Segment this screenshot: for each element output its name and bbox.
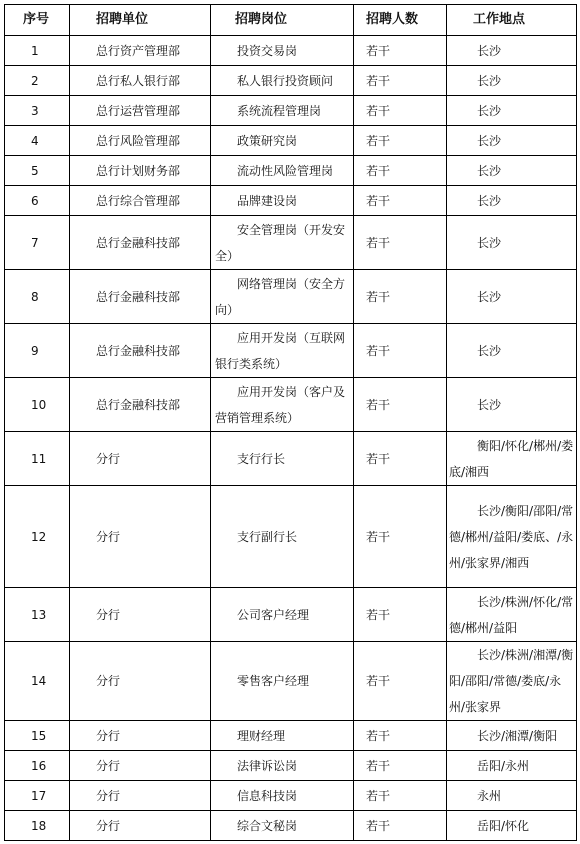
cell-unit: 总行私人银行部 [70, 66, 211, 96]
cell-unit: 分行 [70, 486, 211, 588]
cell-location: 长沙 [447, 378, 577, 432]
table-row [5, 66, 577, 96]
cell-location: 长沙/衡阳/邵阳/常德/郴州/益阳/娄底、/永州/张家界/湘西 [447, 486, 577, 588]
header-location: 工作地点 [447, 5, 577, 36]
cell-location: 长沙/株洲/怀化/常德/郴州/益阳 [447, 588, 577, 642]
cell-location: 长沙/株洲/湘潭/衡阳/邵阳/常德/娄底/永州/张家界 [447, 642, 577, 721]
cell-count: 若干 [354, 66, 447, 96]
cell-position: 应用开发岗（互联网银行类系统） [211, 324, 354, 378]
cell-unit: 总行风险管理部 [70, 126, 211, 156]
cell-seq: 10 [5, 378, 70, 432]
cell-unit: 分行 [70, 751, 211, 781]
cell-seq: 9 [5, 324, 70, 378]
cell-seq: 1 [5, 36, 70, 66]
cell-position: 安全管理岗（开发安全） [211, 216, 354, 270]
recruitment-table-container [4, 4, 577, 841]
cell-location: 永州 [447, 781, 577, 811]
cell-position: 政策研究岗 [211, 126, 354, 156]
table-row [5, 270, 577, 324]
cell-position: 网络管理岗（安全方向） [211, 270, 354, 324]
cell-unit: 总行金融科技部 [70, 324, 211, 378]
table-row [5, 432, 577, 486]
cell-position: 理财经理 [211, 721, 354, 751]
cell-unit: 分行 [70, 432, 211, 486]
cell-seq: 7 [5, 216, 70, 270]
cell-seq: 12 [5, 486, 70, 588]
cell-position: 品牌建设岗 [211, 186, 354, 216]
cell-unit: 总行金融科技部 [70, 378, 211, 432]
cell-location: 长沙/湘潭/衡阳 [447, 721, 577, 751]
cell-unit: 分行 [70, 642, 211, 721]
cell-count: 若干 [354, 270, 447, 324]
cell-location: 长沙 [447, 216, 577, 270]
cell-position: 支行副行长 [211, 486, 354, 588]
cell-count: 若干 [354, 156, 447, 186]
cell-seq: 18 [5, 811, 70, 841]
header-seq: 序号 [5, 5, 70, 36]
cell-seq: 6 [5, 186, 70, 216]
cell-count: 若干 [354, 126, 447, 156]
cell-location: 长沙 [447, 96, 577, 126]
cell-location: 长沙 [447, 126, 577, 156]
cell-position: 投资交易岗 [211, 36, 354, 66]
cell-unit: 总行综合管理部 [70, 186, 211, 216]
cell-count: 若干 [354, 642, 447, 721]
cell-position: 系统流程管理岗 [211, 96, 354, 126]
cell-location: 衡阳/怀化/郴州/娄底/湘西 [447, 432, 577, 486]
cell-position: 综合文秘岗 [211, 811, 354, 841]
cell-count: 若干 [354, 432, 447, 486]
header-count: 招聘人数 [354, 5, 447, 36]
table-row [5, 588, 577, 642]
cell-location: 长沙 [447, 36, 577, 66]
table-row [5, 721, 577, 751]
cell-count: 若干 [354, 324, 447, 378]
cell-unit: 分行 [70, 588, 211, 642]
cell-seq: 17 [5, 781, 70, 811]
cell-position: 流动性风险管理岗 [211, 156, 354, 186]
cell-unit: 分行 [70, 721, 211, 751]
cell-seq: 4 [5, 126, 70, 156]
table-row [5, 186, 577, 216]
cell-count: 若干 [354, 216, 447, 270]
cell-count: 若干 [354, 751, 447, 781]
cell-location: 长沙 [447, 66, 577, 96]
cell-location: 岳阳/怀化 [447, 811, 577, 841]
table-row [5, 751, 577, 781]
cell-position: 支行行长 [211, 432, 354, 486]
cell-unit: 分行 [70, 781, 211, 811]
cell-unit: 总行计划财务部 [70, 156, 211, 186]
cell-count: 若干 [354, 781, 447, 811]
table-row [5, 156, 577, 186]
cell-seq: 2 [5, 66, 70, 96]
table-row [5, 96, 577, 126]
cell-unit: 总行运营管理部 [70, 96, 211, 126]
table-row [5, 216, 577, 270]
cell-count: 若干 [354, 186, 447, 216]
table-body [5, 36, 577, 841]
cell-seq: 11 [5, 432, 70, 486]
cell-position: 公司客户经理 [211, 588, 354, 642]
cell-seq: 15 [5, 721, 70, 751]
cell-seq: 5 [5, 156, 70, 186]
cell-seq: 13 [5, 588, 70, 642]
cell-position: 信息科技岗 [211, 781, 354, 811]
cell-seq: 3 [5, 96, 70, 126]
cell-position: 法律诉讼岗 [211, 751, 354, 781]
table-row [5, 642, 577, 721]
table-row [5, 324, 577, 378]
cell-seq: 8 [5, 270, 70, 324]
cell-location: 长沙 [447, 186, 577, 216]
cell-count: 若干 [354, 588, 447, 642]
table-row [5, 781, 577, 811]
table-header-row [5, 5, 577, 36]
cell-seq: 14 [5, 642, 70, 721]
header-position: 招聘岗位 [211, 5, 354, 36]
table-row [5, 36, 577, 66]
cell-count: 若干 [354, 36, 447, 66]
cell-seq: 16 [5, 751, 70, 781]
cell-unit: 总行金融科技部 [70, 216, 211, 270]
table-row [5, 486, 577, 588]
cell-unit: 总行金融科技部 [70, 270, 211, 324]
cell-position: 零售客户经理 [211, 642, 354, 721]
header-unit: 招聘单位 [70, 5, 211, 36]
recruitment-table [4, 4, 577, 841]
cell-location: 长沙 [447, 270, 577, 324]
cell-position: 应用开发岗（客户及营销管理系统） [211, 378, 354, 432]
cell-location: 岳阳/永州 [447, 751, 577, 781]
cell-unit: 分行 [70, 811, 211, 841]
table-row [5, 378, 577, 432]
cell-count: 若干 [354, 486, 447, 588]
cell-unit: 总行资产管理部 [70, 36, 211, 66]
table-row [5, 126, 577, 156]
cell-count: 若干 [354, 721, 447, 751]
table-row [5, 811, 577, 841]
cell-count: 若干 [354, 96, 447, 126]
cell-count: 若干 [354, 378, 447, 432]
cell-location: 长沙 [447, 324, 577, 378]
cell-location: 长沙 [447, 156, 577, 186]
cell-count: 若干 [354, 811, 447, 841]
cell-position: 私人银行投资顾问 [211, 66, 354, 96]
